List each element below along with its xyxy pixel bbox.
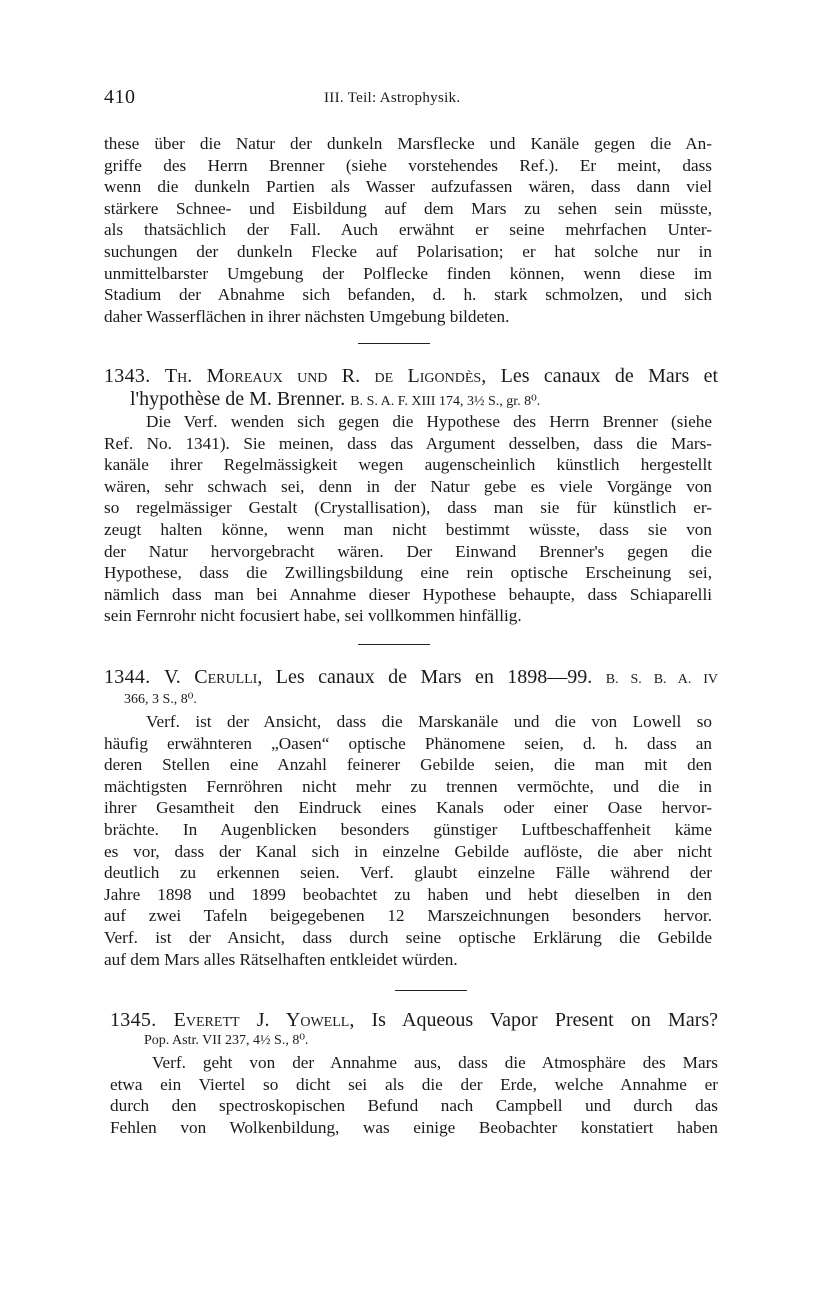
section-divider (395, 990, 467, 991)
text-line: Die Verf. wenden sich gegen die Hypothese des Herrn Brenner (siehe (146, 412, 712, 431)
text-line: these über die Natur der dunkeln Marsflecke und Kanäle gegen die An- (104, 134, 712, 153)
text-line: deren Stellen eine Anzahl feinerer Gebilde seien, die man mit den (104, 755, 712, 775)
text-line: der Natur hervorgebracht wären. Der Einwand Brenner's gegen die (104, 541, 712, 561)
entry-body-1344 (104, 711, 712, 970)
text-line: es vor, dass der Kanal sich in einzelne Gebilde auflöste, die aber nicht (104, 841, 712, 861)
text-line: kanäle ihrer Regelmässigkeit wegen augenscheinlich künstlich hergestellt (104, 455, 712, 475)
entry-number: 1344. (104, 666, 151, 688)
running-title: III. Teil: Astrophysik. (324, 90, 461, 106)
entry-authors: Th. Moreaux und R. de Ligondès, (164, 365, 487, 387)
text-line: unmittelbarster Umgebung der Polflecke finden können, wenn diese im (104, 263, 712, 283)
section-divider (358, 644, 430, 645)
text-line: stärkere Schnee- und Eisbildung auf dem Mars zu sehen sein müsste, (104, 198, 712, 218)
page-number: 410 (104, 86, 136, 108)
entry-authors: V. Cerulli, (163, 666, 263, 688)
text-line: ihrer Gesamtheit den Eindruck eines Kanals oder einer Oase hervor- (104, 798, 712, 818)
text-line: Verf. ist der Ansicht, dass die Marskanäle und die von Lowell so (146, 712, 712, 731)
entry-citation: Pop. Astr. VII 237, 4½ S., 8⁰. (144, 1033, 309, 1048)
text-line: zeugt halten könne, wenn man nicht bestimmt wüsste, dass sie von (104, 519, 712, 539)
entry-heading-1345 (110, 1009, 718, 1050)
text-line: Verf. ist der Ansicht, dass durch seine optische Erklärung die Gebilde (104, 927, 712, 947)
entry-number: 1343. (104, 365, 151, 387)
entry-title: Les canaux de Mars et (500, 365, 719, 387)
text-line: nämlich dass man bei Annahme dieser Hypothese behaupte, dass Schiaparelli (104, 584, 712, 604)
text-line: wären, sehr schwach sei, denn in der Natur gebe es viele Vorgänge von (104, 476, 712, 496)
text-line: sein Fernrohr nicht focusiert habe, sei vollkommen hinfällig. (104, 606, 522, 626)
entry-body-1343 (104, 411, 712, 627)
entry-heading-1344 (104, 666, 718, 709)
text-line: auf zwei Tafeln beigegebenen 12 Marszeichnungen besonders hervor. (104, 906, 712, 926)
text-line: brächte. In Augenblicken besonders günstiger Luftbeschaffenheit käme (104, 819, 712, 839)
text-line: etwa ein Viertel so dicht sei als die der Erde, welche Annahme er (110, 1074, 718, 1094)
text-line: Fehlen von Wolkenbildung, was einige Beobachter konstatiert haben (110, 1117, 718, 1137)
text-line: wenn die dunkeln Partien als Wasser aufzufassen wären, dass dann viel (104, 177, 712, 197)
text-line: so regelmässiger Gestalt (Crystallisation), dass man sie für künstlich er- (104, 498, 712, 518)
entry-citation: B. S. A. F. XIII 174, 3½ S., gr. 8⁰. (350, 394, 541, 409)
text-line: Verf. geht von der Annahme aus, dass die Atmosphäre des Mars (152, 1053, 718, 1072)
text-line: Jahre 1898 und 1899 beobachtet zu haben und hebt dieselben in den (104, 884, 712, 904)
text-line: mächtigsten Fernröhren nicht mehr zu trennen vermöchte, und die in (104, 776, 712, 796)
intro-paragraph (104, 133, 712, 327)
text-line: daher Wasserflächen in ihrer nächsten Umgebung bildeten. (104, 306, 510, 326)
text-line: auf dem Mars alles Rätselhaften entkleidet würden. (104, 949, 458, 969)
text-line: häufig erwähnteren „Oasen“ optische Phänomene seien, d. h. dass an (104, 733, 712, 753)
text-line: durch den spectroskopischen Befund nach Campbell und durch das (110, 1096, 718, 1116)
entry-body-1345 (110, 1052, 718, 1138)
entry-citation: 366, 3 S., 8⁰. (124, 692, 197, 707)
text-line: Stadium der Abnahme sich befanden, d. h. stark schmolzen, und sich (104, 285, 712, 305)
text-line: deutlich zu erkennen seien. Verf. glaubt einzelne Fälle während der (104, 863, 712, 883)
running-head (104, 86, 718, 114)
text-line: Ref. No. 1341). Sie meinen, dass das Argument desselben, dass die Mars- (104, 433, 712, 453)
text-line: als thatsächlich der Fall. Auch erwähnt er seine mehrfachen Unter- (104, 220, 712, 240)
text-line: suchungen der dunkeln Flecke auf Polarisation; er hat solche nur in (104, 241, 712, 261)
text-line: griffe des Herrn Brenner (siehe vorstehendes Ref.). Er meint, dass (104, 155, 712, 175)
entry-citation-inline: B. S. B. A. IV (605, 672, 719, 687)
section-divider (358, 343, 430, 344)
entry-title: Les canaux de Mars en 1898—99. (275, 666, 593, 688)
entry-heading-1343 (104, 365, 718, 413)
entry-number: 1345. (110, 1009, 157, 1031)
text-line: Hypothese, dass die Zwillingsbildung eine rein optische Erscheinung sei, (104, 563, 712, 583)
entry-title-continued: l'hypothèse de M. Brenner. (130, 388, 346, 410)
entry-title: Is Aqueous Vapor Present on Mars? (371, 1009, 719, 1031)
entry-authors: Everett J. Yowell, (173, 1009, 355, 1031)
